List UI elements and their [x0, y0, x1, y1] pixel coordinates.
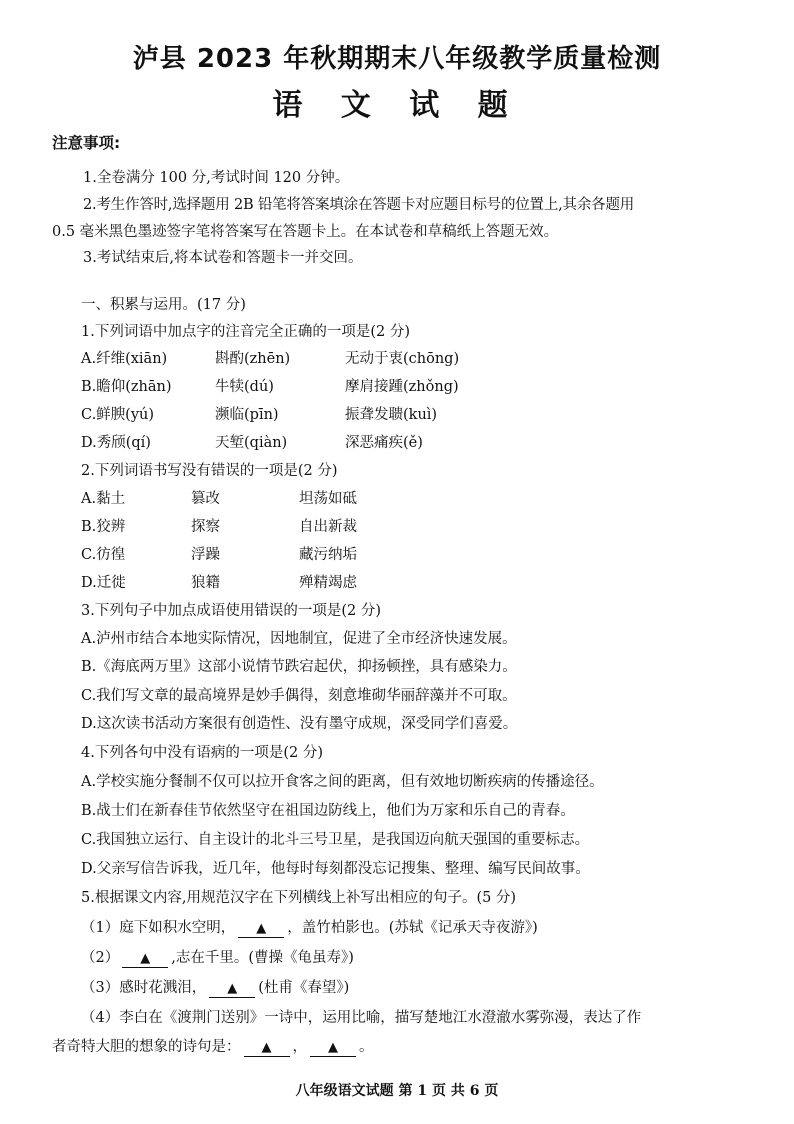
answer-blank[interactable]: ▲ — [238, 920, 284, 938]
option-word: C.彷徨 — [81, 547, 126, 563]
option-word: D.迁徙 — [81, 575, 126, 591]
option-sentence: C.我国独立运行、自主设计的北斗三号卫星，是我国迈向航天强国的重要标志。 — [81, 832, 590, 848]
fill-item — [81, 948, 354, 968]
fill-text: （3）感时花溅泪， — [81, 980, 207, 996]
option-word: B.狡辨 — [81, 519, 126, 535]
answer-blank[interactable]: ▲ — [122, 950, 168, 968]
option-word: 斟酌(zhēn) — [215, 351, 291, 367]
fill-text: ,志在千里。(曹操《龟虽寿》) — [171, 950, 354, 966]
option-word: 无动于衷(chōng) — [345, 351, 460, 367]
option-word: 藏污纳垢 — [299, 547, 357, 563]
fill-text: （1）庭下如积水空明， — [81, 920, 236, 936]
option-sentence: C.我们写文章的最高境界是妙手偶得，刻意堆砌华丽辞藻并不可取。 — [81, 688, 517, 704]
page-footer: 八年级语文试题 第 1 页 共 6 页 — [295, 1083, 499, 1099]
option-word: B.瞻仰(zhān) — [81, 379, 172, 395]
answer-blank[interactable]: ▲ — [310, 1039, 356, 1057]
option-word: C.鲜腴(yú) — [81, 407, 155, 423]
section-heading: 一、积累与运用。(17 分) — [81, 297, 246, 313]
option-word: 狼籍 — [191, 575, 220, 591]
subject-title: 语 文 试 题 — [272, 88, 522, 123]
question-stem: 4.下列各句中没有语病的一项是(2 分) — [81, 745, 323, 761]
question-stem: 1.下列词语中加点字的注音完全正确的一项是(2 分) — [81, 324, 410, 340]
fill-text: 者奇特大胆的想象的诗句是： — [52, 1039, 241, 1055]
option-word: 探察 — [191, 519, 220, 535]
fill-item — [81, 978, 349, 998]
fill-text: （2） — [81, 950, 120, 966]
fill-text: ，盖竹柏影也。(苏轼《记承天寺夜游》) — [287, 920, 538, 936]
option-sentence: D.父亲写信告诉我，近几年，他每时每刻都没忘记搜集、整理、编写民间故事。 — [81, 861, 590, 877]
option-word: 篡改 — [191, 491, 220, 507]
fill-text: ， — [292, 1039, 307, 1055]
fill-text: (杜甫《春望》) — [258, 980, 350, 996]
option-sentence: D.这次读书活动方案很有创造性、没有墨守成规，深受同学们喜爱。 — [81, 716, 518, 732]
option-word: 深恶痛疾(ě) — [345, 435, 423, 451]
question-stem: 3.下列句子中加点成语使用错误的一项是(2 分) — [81, 603, 381, 619]
option-sentence: B.《海底两万里》这部小说情节跌宕起伏，抑扬顿挫，具有感染力。 — [81, 659, 517, 675]
notice-item: 2.考生作答时,选择题用 2B 铅笔将答案填涂在答题卡对应题目标号的位置上,其余各题用 — [83, 197, 635, 213]
exam-title: 泸县 2023 年秋期期末八年级教学质量检测 — [132, 44, 662, 74]
fill-item: （4）李白在《渡荆门送别》一诗中，运用比喻，描写楚地江水澄澈水雾弥漫，表达了作 — [81, 1010, 642, 1026]
option-word: 殚精竭虑 — [299, 575, 357, 591]
option-word: A.黏土 — [81, 491, 126, 507]
notice-item: 0.5 毫米黑色墨迹签字笔将答案写在答题卡上。在本试卷和草稿纸上答题无效。 — [52, 224, 559, 240]
option-word: 自出新裁 — [299, 519, 357, 535]
option-word: A.纤维(xiān) — [81, 351, 168, 367]
fill-item — [52, 1037, 374, 1057]
option-word: 牛犊(dú) — [215, 379, 274, 395]
option-word: 濒临(pīn) — [215, 407, 279, 423]
option-word: 坦荡如砥 — [299, 491, 357, 507]
option-word: 摩肩接踵(zhǒng) — [345, 379, 459, 395]
notice-heading: 注意事项: — [52, 134, 121, 152]
notice-item: 3.考试结束后,将本试卷和答题卡一并交回。 — [83, 250, 363, 266]
answer-blank[interactable]: ▲ — [244, 1039, 290, 1057]
notice-item: 1.全卷满分 100 分,考试时间 120 分钟。 — [83, 170, 350, 186]
question-stem: 2.下列词语书写没有错误的一项是(2 分) — [81, 463, 338, 479]
option-sentence: A.泸州市结合本地实际情况，因地制宜，促进了全市经济快速发展。 — [81, 631, 517, 647]
question-stem: 5.根据课文内容,用规范汉字在下列横线上补写出相应的句子。(5 分) — [81, 890, 517, 906]
option-word: 振聋发聩(kuì) — [345, 407, 438, 423]
option-word: 浮躁 — [191, 547, 220, 563]
option-sentence: B.战士们在新春佳节依然坚守在祖国边防线上，他们为万家和乐自己的青春。 — [81, 803, 575, 819]
answer-blank[interactable]: ▲ — [209, 980, 255, 998]
option-sentence: A.学校实施分餐制不仅可以拉开食客之间的距离，但有效地切断疾病的传播途径。 — [81, 774, 604, 790]
option-word: 天堑(qiàn) — [215, 435, 288, 451]
fill-text: 。 — [359, 1039, 374, 1055]
option-word: D.秀颀(qí) — [81, 435, 151, 451]
fill-item — [81, 918, 538, 938]
